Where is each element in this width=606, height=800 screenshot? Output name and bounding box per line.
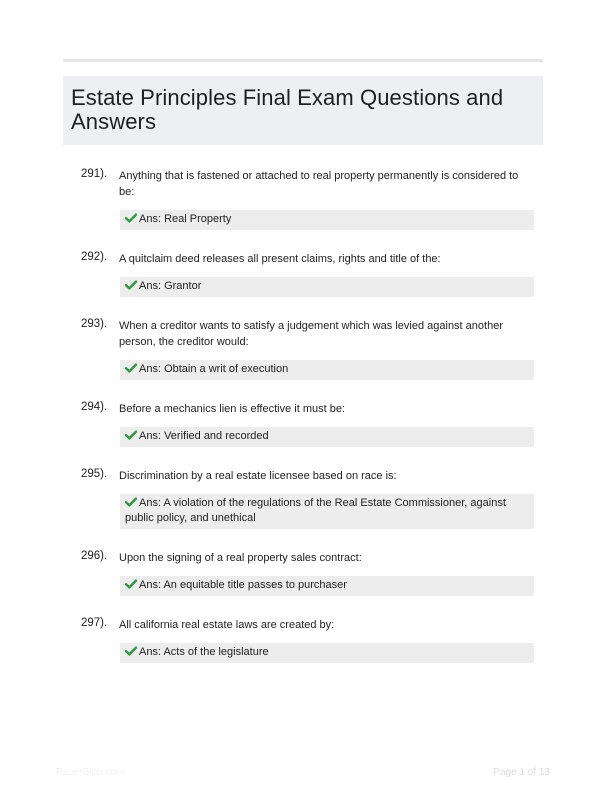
answer-text: Ans: Verified and recorded <box>139 430 269 442</box>
check-icon <box>125 213 137 223</box>
check-icon <box>125 363 137 373</box>
check-icon <box>125 430 137 440</box>
question-text: When a creditor wants to satisfy a judgement which was levied against another person, the creditor would: <box>119 320 503 348</box>
page-number: Page 1 of 13 <box>493 767 550 778</box>
question-number: 296). <box>81 550 108 562</box>
question-item <box>63 548 543 596</box>
answer-box <box>120 427 534 447</box>
answer-text: Ans: Acts of the legislature <box>139 646 269 658</box>
question-item <box>63 166 543 230</box>
question-text: A quitclaim deed releases all present claims, rights and title of the: <box>119 253 441 265</box>
question-number: 294). <box>81 401 108 413</box>
question-text: Discrimination by a real estate licensee based on race is: <box>119 470 397 482</box>
answer-text: Ans: Obtain a writ of execution <box>139 363 289 375</box>
check-icon <box>125 646 137 656</box>
answer-box <box>120 360 534 380</box>
answer-box <box>120 210 534 230</box>
footer-watermark: PaperBlob.com <box>56 767 125 778</box>
question-number: 292). <box>81 251 108 263</box>
check-icon <box>125 579 137 589</box>
question-item <box>63 399 543 447</box>
question-item <box>63 316 543 380</box>
answer-box <box>120 643 534 663</box>
question-list <box>63 166 543 682</box>
answer-box <box>120 576 534 596</box>
check-icon <box>125 280 137 290</box>
question-item <box>63 615 543 663</box>
answer-box <box>120 277 534 297</box>
title-banner <box>63 76 543 145</box>
question-number: 295). <box>81 468 108 480</box>
question-item <box>63 466 543 529</box>
question-text: Upon the signing of a real property sales contract: <box>119 552 362 564</box>
question-item <box>63 249 543 297</box>
question-text: Before a mechanics lien is effective it must be: <box>119 403 346 415</box>
question-number: 293). <box>81 318 108 330</box>
answer-text: Ans: A violation of the regulations of the Real Estate Commissioner, against public policy, and unethical <box>125 497 506 524</box>
check-icon <box>125 497 137 507</box>
question-text: All california real estate laws are created by: <box>119 619 335 631</box>
answer-text: Ans: Grantor <box>139 280 202 292</box>
top-divider <box>63 59 543 62</box>
answer-box <box>120 494 534 529</box>
answer-text: Ans: An equitable title passes to purchaser <box>139 579 347 591</box>
question-number: 297). <box>81 617 108 629</box>
answer-text: Ans: Real Property <box>139 213 232 225</box>
page-title: Estate Principles Final Exam Questions and Answers <box>71 85 504 134</box>
question-text: Anything that is fastened or attached to real property permanently is considered to be: <box>119 170 519 198</box>
question-number: 291). <box>81 168 108 180</box>
